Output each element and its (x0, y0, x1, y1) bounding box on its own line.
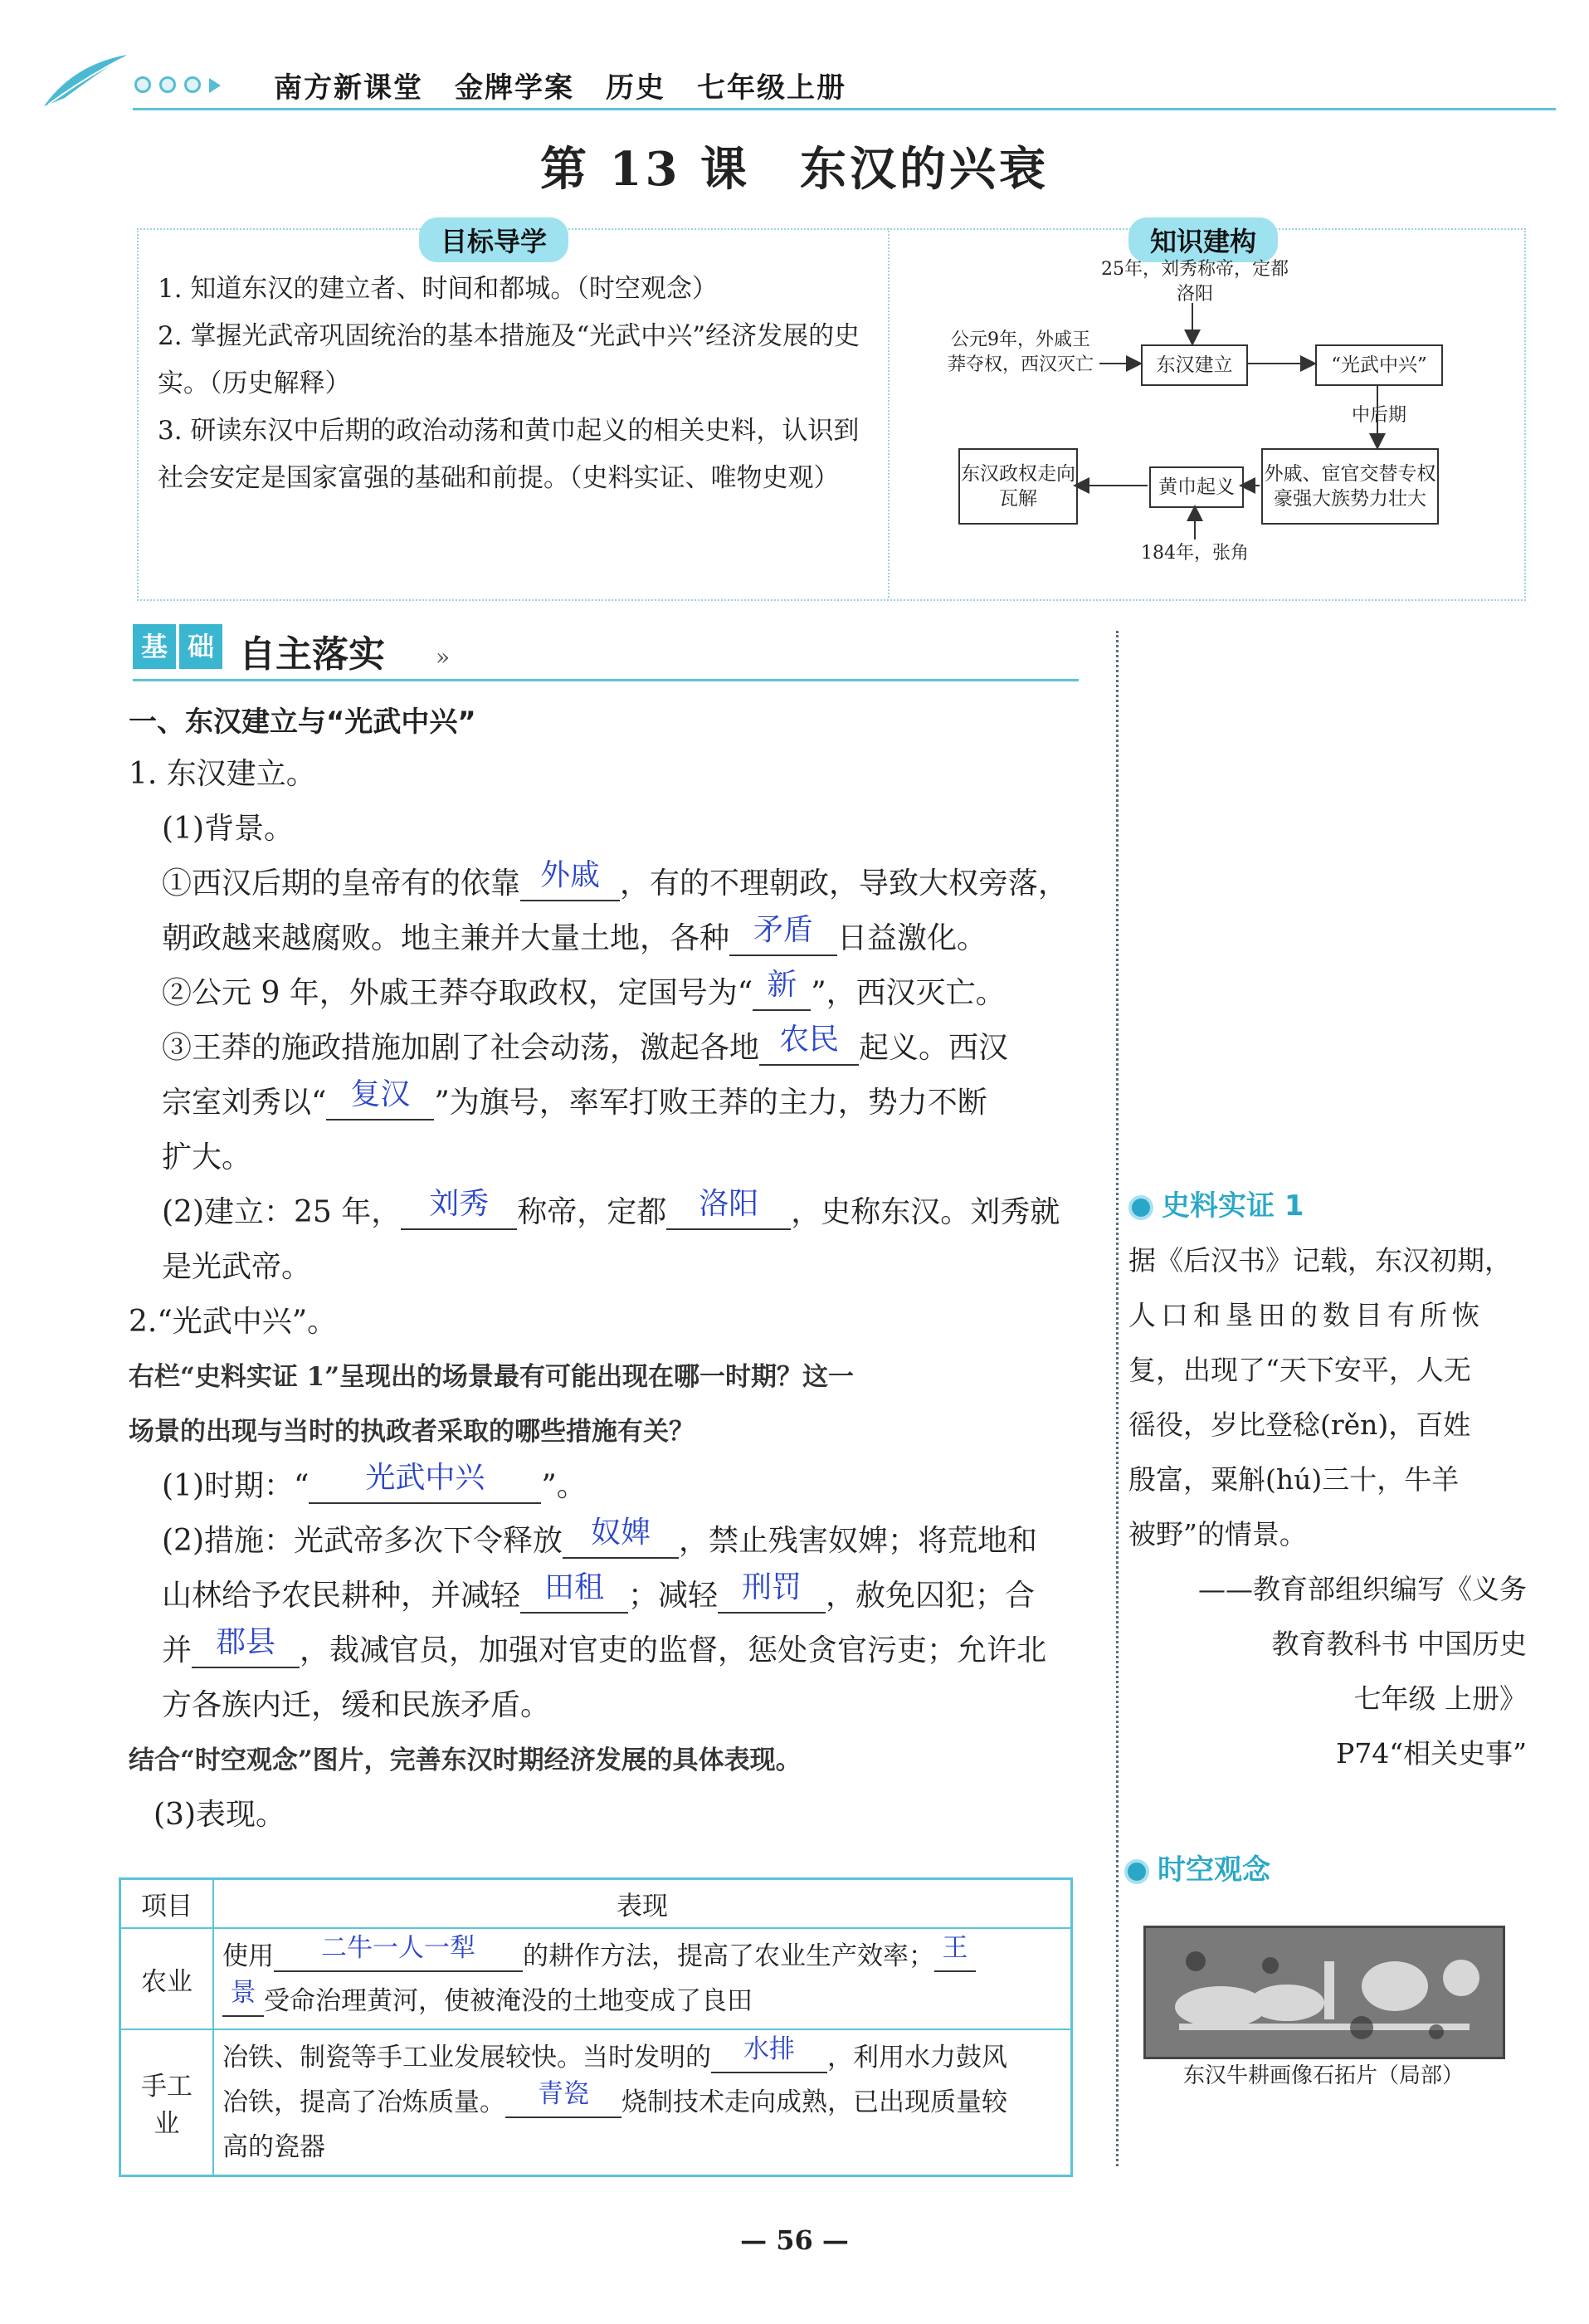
feather-logo-icon (40, 48, 131, 115)
evidence-source: ——教育部组织编写《义务 教育教科书 中国历史 七年级 上册》 P74“相关史事” (1198, 1573, 1527, 1770)
header-dots-icon (134, 76, 229, 96)
item-heading: 1. 东汉建立。 (129, 757, 316, 791)
item-heading: 2.“光武中兴”。 (129, 1305, 338, 1339)
diagram-note-founding: 25年，刘秀称帝，定都洛阳 (1101, 259, 1289, 305)
diagram-box-founding: 东汉建立 (1141, 344, 1248, 386)
row-label: 手工业 (120, 2029, 214, 2176)
diagram-arrows (946, 249, 1477, 581)
answer: 外戚 (540, 858, 601, 892)
paragraph: 方各族内迁，缓和民族矛盾。 (162, 1688, 551, 1722)
lesson-number: 第 13 课 (540, 142, 750, 197)
table-header-row (120, 1879, 1072, 1929)
paragraph: (2)措施：光武帝多次下令释放 奴婢 ，禁止残害奴婢；将荒地和 (162, 1516, 1038, 1558)
series-name: 南方新课堂 (274, 71, 423, 105)
answer: 农民 (779, 1023, 840, 1057)
row-content: 冶铁、制瓷等手工业发展较快。当时发明的 水排 ，利用水力鼓风 冶铁，提高了冶炼质量。 青瓷 烧制技术走向成熟，已出现质量较 高的瓷器 (213, 2029, 1072, 2176)
answer: 景 (230, 1978, 256, 2008)
paragraph: ②公元 9 年，外戚王莽夺取政权，定国号为“ 新 ”，西汉灭亡。 (162, 968, 1006, 1010)
ox-plowing-rubbing-image (1143, 1926, 1505, 2059)
goal-item: 3. 研读东汉中后期的政治动荡和黄巾起义的相关史料，认识到社会安定是国家富强的基础和前提。（史料实证、唯物史观） (158, 416, 860, 493)
table-row (120, 2029, 1072, 2176)
structure-heading: 知识建构 (1128, 217, 1278, 262)
table-header: 表现 (213, 1879, 1072, 1929)
badge-char: 基 (133, 624, 176, 669)
answer: 水排 (743, 2034, 795, 2064)
answer: 田租 (544, 1570, 605, 1604)
question-text: 结合“时空观念”图片，完善东汉时期经济发展的具体表现。 (129, 1745, 802, 1775)
diagram-box-revival: “光武中兴” (1315, 344, 1443, 386)
intro-box-divider (888, 228, 890, 598)
section-title: 自主落实 (239, 633, 385, 676)
diagram-note-xihan: 公元9年，外戚王莽夺权，西汉灭亡 (947, 330, 1094, 375)
diagram-note-zhangjiao: 184年，张角 (1141, 543, 1249, 564)
bullet-icon (1128, 1195, 1153, 1220)
answer: 二牛一人一犁 (321, 1933, 475, 1963)
paragraph: 是光武帝。 (162, 1250, 312, 1284)
goals-list (158, 266, 871, 502)
answer: 复汉 (350, 1077, 411, 1111)
table-header: 项目 (120, 1879, 214, 1929)
paragraph: (2)建立：25 年， 刘秀 称帝，定都 洛阳 ，史称东汉。刘秀就 (162, 1187, 1060, 1229)
paragraph: 并 郡县 ，裁减官员，加强对官吏的监督，惩处贪官污吏；允许北 (162, 1625, 1047, 1667)
question-text: 右栏“史料实证 1”呈现出的场景最有可能出现在哪一时期？这一 (129, 1362, 855, 1392)
answer: 刑罚 (742, 1570, 802, 1604)
lesson-title (0, 133, 1589, 199)
header-title (274, 65, 878, 105)
column-divider (1116, 631, 1119, 2166)
paragraph: ③王莽的施政措施加剧了社会动荡，激起各地 农民 起义。西汉 (162, 1023, 1009, 1065)
diagram-box-uprising: 黄巾起义 (1149, 466, 1244, 508)
sub-heading: (3)表现。 (154, 1798, 285, 1832)
goals-heading: 目标导学 (419, 217, 568, 262)
double-chevron-icon: » (436, 643, 451, 671)
row-label: 农业 (120, 1928, 214, 2029)
answer: 奴婢 (590, 1516, 651, 1550)
answer: 矛盾 (753, 913, 814, 947)
header-divider (133, 108, 1556, 110)
sub-heading: (1)背景。 (162, 812, 294, 846)
diagram-label-middle: 中后期 (1351, 405, 1406, 426)
page-number: — 56 — (740, 2224, 849, 2256)
goal-item: 2. 掌握光武帝巩固统治的基本措施及“光武中兴”经济发展的史实。（历史解释） (158, 321, 860, 398)
sidebar (1128, 1179, 1527, 1781)
paragraph: ①西汉后期的皇帝有的依靠 外戚 ，有的不理朝政，导致大权旁落， (162, 858, 1069, 901)
evidence-heading: 史料实证 1 (1128, 1179, 1527, 1233)
diagram-box-chaos: 外戚、宦官交替专权豪强大族势力壮大 (1261, 448, 1439, 525)
answer: 新 (767, 968, 797, 1002)
image-caption: 东汉牛耕画像石拓片（局部） (1182, 2063, 1464, 2088)
part1-title: 一、东汉建立与“光武中兴” (129, 706, 476, 739)
answer: 光武中兴 (365, 1461, 485, 1495)
badge-char: 础 (179, 624, 222, 669)
paragraph: (1)时期：“ 光武中兴 ”。 (162, 1461, 587, 1503)
diagram-box-collapse: 东汉政权走向瓦解 (958, 448, 1078, 525)
answer: 洛阳 (699, 1187, 759, 1221)
spacetime-heading: 时空观念 (1124, 1847, 1270, 1887)
main-content (129, 747, 1083, 1843)
section-badge (133, 624, 226, 669)
book-name: 金牌学案 (455, 71, 574, 105)
question-text: 场景的出现与当时的执政者采取的哪些措施有关？ (129, 1417, 695, 1447)
lesson-name: 东汉的兴衰 (799, 142, 1049, 197)
evidence-quote: 据《后汉书》记载，东汉初期， 人口和垦田的数目有所恢 复，出现了“天下安平，人无 徭役，岁比登稔(rěn)，百姓 殷富，粟斛(hú)三十，牛羊 被野”的情景。 (1128, 1244, 1512, 1550)
subject-name: 历史 (606, 71, 665, 105)
table-row (120, 1928, 1072, 2029)
row-content: 使用 二牛一人一犁 的耕作方法，提高了农业生产效率； 王 景 受命治理黄河，使被淹没的土地变成了良田 (213, 1928, 1072, 2029)
paragraph: 山林给予农民耕种，并减轻 田租 ；减轻 刑罚 ，赦免囚犯；合 (162, 1570, 1036, 1613)
answer: 王 (942, 1933, 968, 1963)
goal-item: 1. 知道东汉的建立者、时间和都城。（时空观念） (158, 274, 718, 304)
performance-table (119, 1877, 1073, 2177)
answer: 青瓷 (538, 2079, 589, 2109)
section-divider (133, 679, 1079, 681)
grade-name: 七年级上册 (697, 71, 846, 105)
bullet-icon (1124, 1859, 1149, 1884)
paragraph: 扩大。 (162, 1140, 252, 1174)
paragraph: 宗室刘秀以“ 复汉 ”为旗号，率军打败王莽的主力，势力不断 (162, 1077, 987, 1120)
paragraph: 朝政越来越腐败。地主兼并大量土地，各种 矛盾 日益激化。 (162, 913, 987, 955)
answer: 刘秀 (429, 1187, 490, 1221)
answer: 郡县 (216, 1625, 276, 1659)
